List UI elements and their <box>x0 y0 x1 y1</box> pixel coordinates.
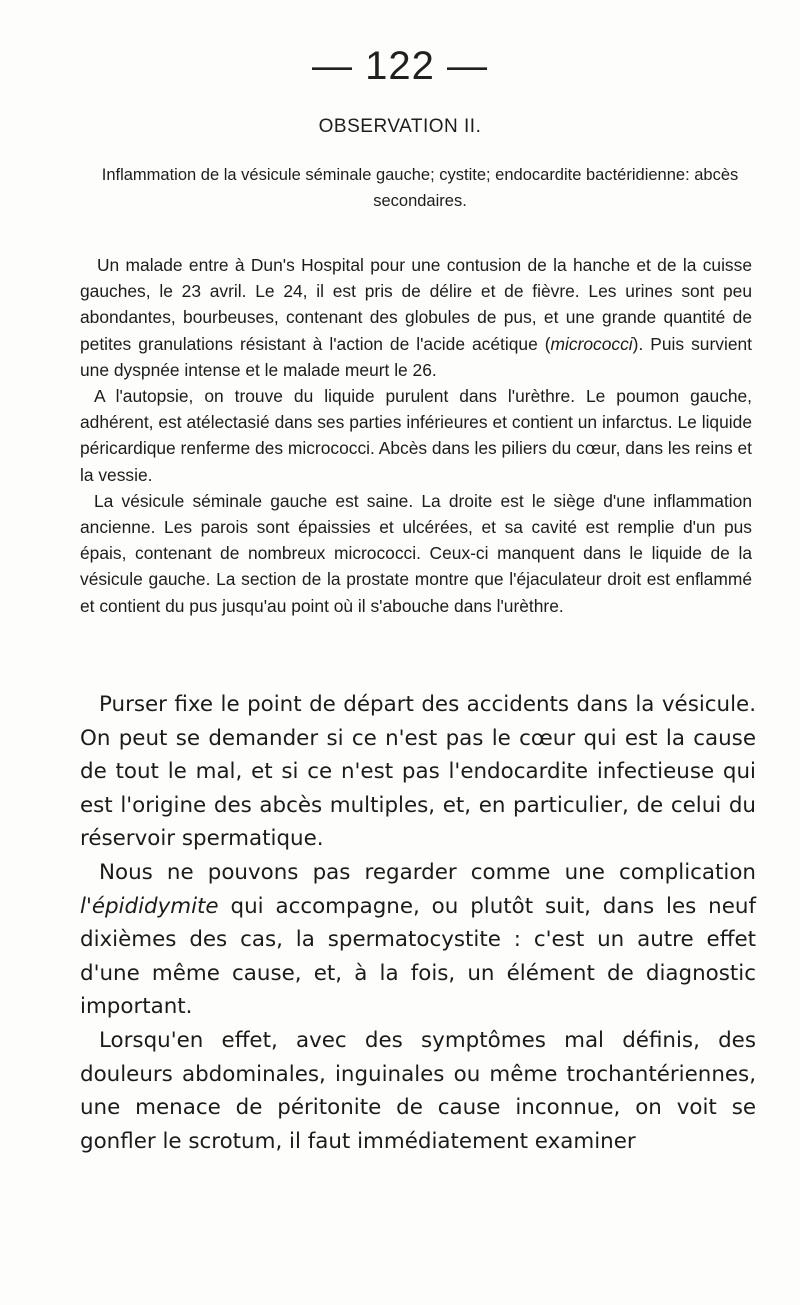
observation-title: OBSERVATION II. <box>318 116 482 137</box>
discussion-paragraph-3: Lorsqu'en effet, avec des symptômes mal définis, des douleurs abdominales, inguinales ou même trochantériennes, une menace de péritonite de cause inconnue, on voit se gonfler le scrotum, il faut immédiatement examiner <box>80 1027 756 1154</box>
case-report <box>80 252 752 619</box>
case-paragraph-1-end: ). Puis survient une dyspnée intense et le malade meurt le 26. <box>80 333 752 380</box>
case-paragraph-2: A l'autopsie, on trouve du liquide purulent dans l'urèthre. Le poumon gauche, adhérent, est atélectasié dans ses parties inférieures et contient un infarctus. Le liquide péricardique renferme des micrococci. Abcès dans les piliers du cœur, dans les reins et la vessie. <box>80 386 752 485</box>
discussion-paragraph-1: Purser fixe le point de départ des accidents dans la vésicule. On peut se demander si ce n'est pas le cœur qui est la cause de tout le mal, et si ce n'est pas l'endocardite infectieuse qui est l'origine des abcès multiples, et, en particulier, de celui du réservoir spermatique. <box>80 692 756 852</box>
observation-subtitle: Inflammation de la vésicule séminale gauche; cystite; endocardite bactéridienne: abcès secondaires. <box>101 166 739 210</box>
discussion-paragraph-2-end: qui accompagne, ou plutôt suit, dans les neuf dixièmes des cas, la spermatocystite : c'est un autre effet d'une même cause, et, à la fois, un élément de diagnostic important. <box>80 893 756 1020</box>
case-paragraph-1-italic: micrococci <box>550 333 633 354</box>
case-paragraph-1-text: Un malade entre à Dun's Hospital pour une contusion de la hanche et de la cuisse gauches, le 23 avril. Le 24, il est pris de délire et de fièvre. Les urines sont peu abondantes, bourbeuses, contenant des globules de pus, et une grande quantité de petites granulations résistant à l'action de l'acide acétique ( <box>80 255 752 354</box>
case-paragraph-1 <box>80 252 752 383</box>
discussion-paragraph-2-italic: l'épididymite <box>80 893 219 919</box>
discussion-paragraph-2-text: Nous ne pouvons pas regarder comme une complication <box>99 859 756 885</box>
page-number: — 122 — <box>312 44 488 88</box>
discussion-paragraph-2 <box>80 856 756 1024</box>
discussion <box>80 688 756 1158</box>
case-paragraph-3: La vésicule séminale gauche est saine. La droite est le siège d'une inflammation ancienne. Les parois sont épaissies et ulcérées, et sa cavité est remplie d'un pus épais, contenant de nombreux micrococci. Ceux-ci manquent dans le liquide de la vésicule gauche. La section de la prostate montre que l'éjaculateur droit est enflammé et contient du pus jusqu'au point où il s'abouche dans l'urèthre. <box>80 490 752 616</box>
